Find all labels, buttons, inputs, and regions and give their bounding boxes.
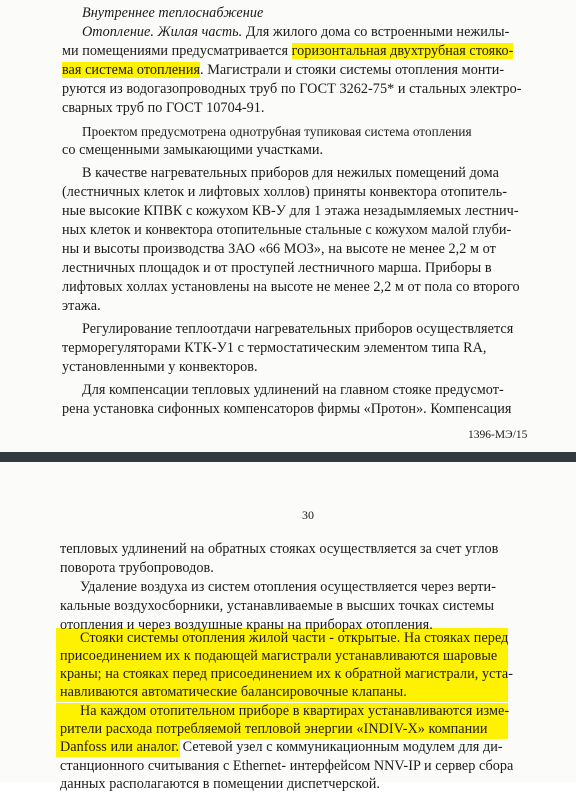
text-line xyxy=(62,61,504,80)
text-line: краны; на стояках перед присоединением их к обратной магистрали, уста- xyxy=(60,666,513,682)
text-line: В качестве нагревательных приборов для нежилых помещений дома xyxy=(82,165,499,181)
text-line: (лестничных клеток и лифтовых холлов) приняты конвектора отопитель- xyxy=(62,184,508,200)
text-line: станционного считывания с Ethernet- интерфейсом NNV-IP и сервер сбора xyxy=(60,758,514,774)
text-line: тепловых удлинений на обратных стояках осуществляется за счет углов xyxy=(60,541,499,557)
text-line xyxy=(82,23,509,42)
page-separator xyxy=(0,452,576,462)
text-line: кальные воздухосборники, устанавливаемые в высших точках системы xyxy=(60,598,495,614)
text-line: Стояки системы отопления жилой части - открытые. На стояках перед xyxy=(80,630,509,646)
text-line: терморегуляторами КТК-У1 с термостатическим элементом типа RA, xyxy=(62,340,487,356)
text-line: На каждом отопительном приборе в квартирах устанавливаются изме- xyxy=(80,703,510,719)
text-line: Регулирование теплоотдачи нагревательных приборов осуществляется xyxy=(82,321,514,337)
text-span: Сетевой узел с коммуникационным модулем для ди- xyxy=(179,739,503,755)
text-line: ные высокие КПВК с кожухом КВ-У для 1 этажа незадымляемых лестнич- xyxy=(62,203,519,219)
text-span: Для жилого дома со встроенными нежилы- xyxy=(242,24,510,40)
page-number: 30 xyxy=(302,508,314,522)
subsection-label: Отопление. Жилая часть. xyxy=(82,24,243,40)
document-code: 1396-МЭ/15 xyxy=(468,429,528,441)
text-span: ми помещениями предусматривается xyxy=(62,43,292,59)
text-line: данных располагаются в помещении диспетчерской. xyxy=(60,776,380,792)
text-line: руются из водогазопроводных труб по ГОСТ 3262-75* и стальных электро- xyxy=(62,81,522,97)
text-line: присоединением их к подающей магистрали устанавливаются шаровые xyxy=(60,648,498,664)
text-line: лестничных площадок и от проступей лестничного марша. Приборы в xyxy=(62,260,492,276)
text-line: лифтовых холлах установлены на высоте не менее 2,2 м от пола со второго xyxy=(62,279,520,295)
highlighted-text: горизонтальная двухтрубная стояко- xyxy=(291,43,514,59)
text-line: навливаются автоматические балансировочные клапаны. xyxy=(60,684,407,700)
text-line: рена установка сифонных компенсаторов фирмы «Протон». Компенсация xyxy=(62,401,512,417)
text-line: ны и высоты производства ЗАО «66 МОЗ», на высоте не менее 2,2 м от xyxy=(62,241,496,257)
text-line: сварных труб по ГОСТ 10704-91. xyxy=(62,100,265,116)
text-line: Для компенсации тепловых удлинений на главном стояке предусмот- xyxy=(82,382,504,398)
text-line: Проектом предусмотрена однотрубная тупиковая система отопления xyxy=(82,124,472,139)
text-line: рители расхода потребляемой тепловой энергии «INDIV-X» компании xyxy=(60,721,488,737)
text-line xyxy=(60,738,503,757)
text-line xyxy=(62,42,513,61)
text-line: Удаление воздуха из систем отопления осуществляется через верти- xyxy=(80,579,496,595)
text-line: поворота трубопроводов. xyxy=(60,560,214,576)
highlighted-text: вая система отопления xyxy=(62,62,201,78)
text-line: ных клеток и конвектора отопительные стальные с кожухом малой глуби- xyxy=(62,222,512,238)
text-line: со смещенными замыкающими участками. xyxy=(62,142,324,158)
text-line: этажа. xyxy=(62,298,101,314)
document-page-bottom xyxy=(0,462,576,792)
text-span: . Магистрали и стояки системы отопления монти- xyxy=(200,62,505,78)
section-heading: Внутреннее теплоснабжение xyxy=(82,5,264,21)
text-line: отопления и через воздушные краны на приборах отопления. xyxy=(60,617,433,633)
text-line: установленными у конвекторов. xyxy=(62,359,258,375)
text-span: Danfoss или аналог. xyxy=(60,739,180,755)
